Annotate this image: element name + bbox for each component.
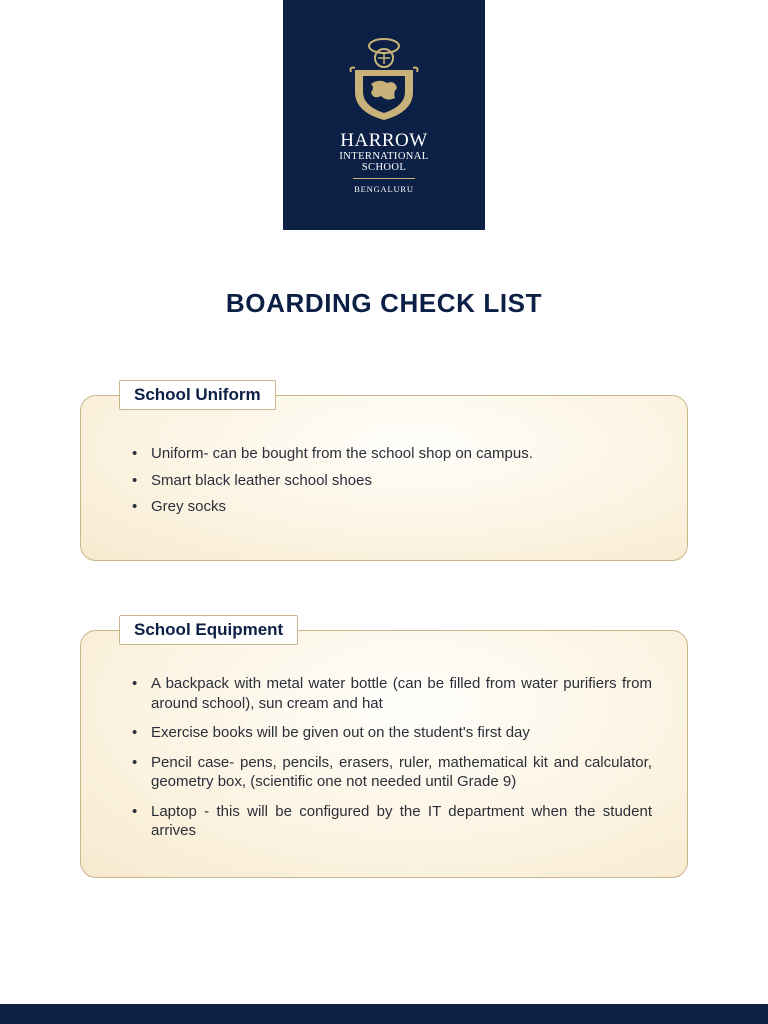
list-item-text: A backpack with metal water bottle (can be filled from water purifiers from around school), sun cream and hat [151, 675, 652, 712]
checklist [132, 444, 652, 524]
school-city: BENGALURU [354, 184, 414, 194]
list-item-text: Grey socks [151, 498, 227, 515]
bullet-icon: • [132, 498, 138, 515]
list-item-text: Uniform- can be bought from the school shop on campus. [151, 445, 533, 462]
list-item [132, 753, 652, 792]
list-item [132, 802, 652, 841]
section-heading: School Uniform [119, 380, 276, 410]
school-name-line1: INTERNATIONAL [339, 151, 429, 162]
list-item-text: Exercise books will be given out on the student's first day [151, 724, 530, 741]
bullet-icon: • [132, 675, 138, 692]
bullet-icon: • [132, 471, 138, 489]
school-uniform-section [80, 380, 688, 562]
list-item [132, 674, 652, 713]
section-heading: School Equipment [119, 615, 298, 645]
school-crest-icon [349, 36, 419, 122]
bullet-icon: • [132, 724, 138, 741]
school-name: HARROW [340, 130, 428, 151]
list-item [132, 444, 652, 464]
bullet-icon: • [132, 802, 138, 820]
school-equipment-section [80, 615, 688, 879]
bullet-icon: • [132, 753, 138, 771]
list-item-text: Laptop - this will be configured by the IT department when the student arrives [151, 802, 652, 839]
list-item-text: Smart black leather school shoes [151, 471, 372, 489]
list-item [132, 723, 652, 743]
checklist [132, 674, 652, 851]
school-logo-panel [283, 0, 485, 230]
list-item-text: Pencil case- pens, pencils, erasers, ruler, mathematical kit and calculator, geometry box, (scientific one not needed until Grade 9) [151, 753, 652, 790]
list-item [132, 471, 652, 491]
bullet-icon: • [132, 445, 138, 462]
footer-bar [0, 1004, 768, 1024]
school-name-line2: SCHOOL [361, 162, 407, 173]
list-item [132, 497, 652, 517]
page-title: BOARDING CHECK LIST [225, 288, 543, 318]
logo-divider [353, 178, 415, 179]
